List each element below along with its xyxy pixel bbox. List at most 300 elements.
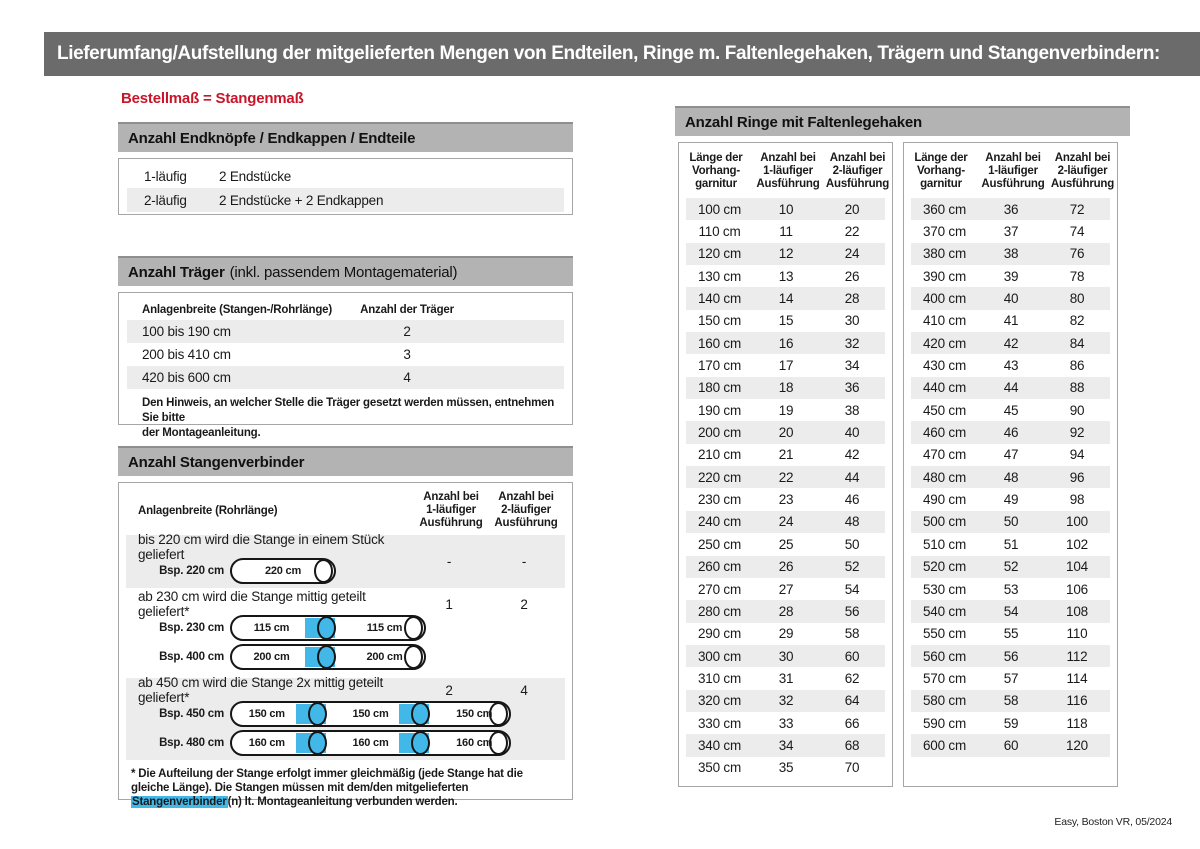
cell-laenge: 160 cm [697,335,742,351]
cell-endteile: 2 Endstücke + 2 Endkappen [219,192,384,208]
cell-anzahl-2laeufig: 60 [844,648,860,664]
cell-anzahl-2laeufig: 32 [844,335,860,351]
tube-end-arc-icon [317,616,336,640]
cell-anzahl-2laeufig: 56 [844,603,860,619]
cell-anzahl-2laeufig: 24 [844,246,860,262]
table-row [686,757,885,779]
page-title: Lieferumfang/Aufstellung der mitgelieferten Mengen von Endteilen, Ringe m. Faltenlegehaken, Trägern und Stangenverbindern: [57,43,1160,64]
example-label: Bsp. 400 cm [159,650,224,663]
cell-laenge: 110 cm [698,224,741,240]
cell-anzahl-2laeufig: 54 [844,581,860,597]
cell-anzahl-1laeufig: 14 [778,291,794,307]
table-row [911,377,1110,399]
cell-anzahl-1laeufig: 33 [778,715,794,731]
cell-anlagenbreite: 420 bis 600 cm [142,370,231,385]
table-row [686,332,885,354]
table-row [127,188,564,212]
column-header-laenge: Länge der Vorhang- garnitur [689,152,743,190]
cell-anzahl-2laeufig: 100 [1066,514,1088,530]
rod-diagram [230,644,426,670]
group-description: ab 450 cm wird die Stange 2x mittig geteilt geliefert* [138,675,384,705]
cell-anzahl-2laeufig: 92 [1069,425,1085,441]
table-row [686,623,885,645]
cell-laenge: 350 cm [697,760,742,776]
section-subtitle: (inkl. passendem Montagematerial) [229,263,458,281]
cell-anzahl-1laeufig: 12 [778,246,794,262]
cell-laenge: 310 cm [697,670,742,686]
cell-anzahl-1laeufig: 58 [1003,693,1019,709]
table-row [911,600,1110,622]
cell-laenge: 240 cm [697,514,742,530]
column-header-rohrlaenge: Anlagenbreite (Rohrlänge) [138,504,278,517]
cell-laenge: 420 cm [922,335,967,351]
cell-anzahl-2laeufig: 96 [1069,469,1085,485]
count-2laeufig: - [521,553,527,569]
column-header-laenge: Länge der Vorhang- garnitur [914,152,968,190]
cell-anzahl-2laeufig: 28 [844,291,860,307]
cell-anzahl-1laeufig: 10 [778,201,794,217]
cell-anzahl-1laeufig: 49 [1003,492,1019,508]
cell-anzahl-1laeufig: 46 [1003,425,1019,441]
cell-anzahl-2laeufig: 90 [1069,402,1085,418]
cell-anzahl-2laeufig: 38 [844,402,860,418]
tube-opening-icon [404,645,423,669]
cell-anzahl-2laeufig: 20 [844,201,860,217]
table-row [911,533,1110,555]
table-row [127,320,564,343]
cell-anzahl-1laeufig: 44 [1003,380,1019,396]
table-row [911,578,1110,600]
rod-connector [302,732,336,754]
rod-segment-length: 150 cm [352,707,389,720]
count-1laeufig: 2 [445,682,453,698]
cell-anzahl-2laeufig: 50 [844,536,860,552]
cell-anzahl-1laeufig: 31 [778,670,794,686]
cell-anzahl-1laeufig: 28 [778,603,794,619]
cell-anzahl-1laeufig: 26 [778,559,794,575]
cell-anzahl-2laeufig: 66 [844,715,860,731]
table-row [911,712,1110,734]
rod-connector [302,703,336,725]
traeger-table [118,292,573,439]
cell-laenge: 530 cm [922,581,967,597]
cell-laenge: 150 cm [697,313,742,329]
order-measure-note: Bestellmaß = Stangenmaß [121,90,304,107]
table-row [686,667,885,689]
cell-laenge: 370 cm [922,224,967,240]
cell-laenge: 380 cm [922,246,967,262]
cell-anlagenbreite: 200 bis 410 cm [142,347,231,362]
cell-anzahl-2laeufig: 30 [844,313,860,329]
stangenverbinder-header-row [119,483,572,535]
cell-anzahl-2laeufig: 46 [844,492,860,508]
cell-laenge: 170 cm [697,358,742,374]
cell-laenge: 120 cm [697,246,742,262]
rod-example [126,642,565,671]
section-title: Anzahl Träger [128,263,225,281]
table-row [911,220,1110,242]
cell-anzahl-2laeufig: 48 [844,514,860,530]
footnote-highlight: Stangenverbinder [132,796,227,808]
ring-table-left-rows [679,198,892,779]
cell-anzahl-1laeufig: 22 [778,469,794,485]
table-row [911,466,1110,488]
count-1laeufig: - [446,553,452,569]
cell-anzahl-1laeufig: 48 [1003,469,1019,485]
cell-anzahl-1laeufig: 11 [779,224,793,240]
cell-anzahl-traeger: 2 [403,324,411,339]
section-header-endteile [118,122,573,152]
cell-anzahl-1laeufig: 20 [778,425,794,441]
rod-connector [405,732,439,754]
cell-laenge: 340 cm [697,737,742,753]
cell-laenge: 180 cm [697,380,742,396]
rod-diagram [230,730,511,756]
endteile-rows [119,164,572,212]
table-row [686,533,885,555]
cell-anzahl-1laeufig: 55 [1003,626,1019,642]
column-header-1laeufig: Anzahl bei 1-läufiger Ausführung [756,152,820,190]
cell-anzahl-2laeufig: 34 [844,358,860,374]
table-row [686,466,885,488]
cell-laenge: 250 cm [697,536,742,552]
cell-endteile: 2 Endstücke [219,168,292,184]
page-title-banner [44,32,1200,76]
cell-laeufigkeit: 2-läufig [144,192,187,208]
cell-anzahl-2laeufig: 108 [1066,603,1088,619]
table-row [686,556,885,578]
cell-anzahl-1laeufig: 17 [778,358,794,374]
table-row [686,377,885,399]
rod-diagram [230,615,426,641]
table-row [686,399,885,421]
stangenverbinder-groups [119,532,572,760]
table-row [127,164,564,188]
cell-laenge: 230 cm [697,492,742,508]
cell-anzahl-2laeufig: 104 [1066,559,1088,575]
cell-anzahl-1laeufig: 59 [1003,715,1019,731]
cell-anzahl-1laeufig: 24 [778,514,794,530]
section-header-ringe [675,106,1130,136]
table-row [911,332,1110,354]
example-label: Bsp. 450 cm [159,707,224,720]
cell-anzahl-1laeufig: 19 [778,402,794,418]
cell-anlagenbreite: 100 bis 190 cm [142,324,231,339]
example-label: Bsp. 220 cm [159,564,224,577]
traeger-note: Den Hinweis, an welcher Stelle die Träger gesetzt werden müssen, entnehmen Sie bitte der Montageanleitung. [142,397,555,439]
column-header-2laeufig: Anzahl bei 2-läufiger Ausführung [825,152,890,190]
cell-anzahl-2laeufig: 110 [1066,626,1088,642]
cell-laenge: 570 cm [922,670,967,686]
table-row [911,265,1110,287]
cell-anzahl-1laeufig: 43 [1003,358,1019,374]
table-row [686,511,885,533]
table-row [686,287,885,309]
cell-anzahl-1laeufig: 37 [1003,224,1019,240]
table-row [911,444,1110,466]
cell-anzahl-1laeufig: 35 [778,760,794,776]
tube-opening-icon [489,702,508,726]
cell-laenge: 500 cm [922,514,967,530]
section-header-traeger [118,256,573,286]
table-row [686,734,885,756]
group-header-line [126,532,565,569]
group-description: bis 220 cm wird die Stange in einem Stück geliefert [138,532,385,562]
table-row [686,220,885,242]
column-header-anlagenbreite: Anlagenbreite (Stangen-/Rohrlänge) [142,304,332,316]
table-row [686,600,885,622]
table-row [686,421,885,443]
cell-laenge: 400 cm [922,291,967,307]
cell-anzahl-2laeufig: 42 [844,447,860,463]
cell-anzahl-1laeufig: 13 [778,268,794,284]
cell-laenge: 300 cm [697,648,742,664]
cell-anzahl-1laeufig: 21 [778,447,794,463]
cell-anzahl-1laeufig: 27 [778,581,794,597]
table-row [911,243,1110,265]
cell-laenge: 590 cm [922,715,967,731]
cell-anzahl-2laeufig: 64 [844,693,860,709]
cell-anzahl-1laeufig: 50 [1003,514,1019,530]
count-1laeufig: 1 [445,596,453,612]
table-row [911,667,1110,689]
tube-end-arc-icon [308,731,327,755]
table-row [127,343,564,366]
cell-laenge: 470 cm [922,447,967,463]
cell-laenge: 270 cm [697,581,742,597]
tube-opening-icon [314,559,333,583]
cell-laenge: 450 cm [922,402,967,418]
rod-connector [311,646,345,668]
rod-segment-length: 160 cm [456,736,493,749]
table-row [911,399,1110,421]
cell-anzahl-2laeufig: 106 [1066,581,1088,597]
cell-anzahl-1laeufig: 25 [778,536,794,552]
cell-anzahl-2laeufig: 26 [844,268,860,284]
cell-anzahl-1laeufig: 36 [1003,201,1019,217]
verbinder-group [126,675,565,760]
table-row [686,243,885,265]
cell-anzahl-2laeufig: 94 [1069,447,1085,463]
verbinder-group [126,589,565,674]
table-row [686,265,885,287]
column-header-1laeufig: Anzahl bei 1-läufiger Ausführung [419,491,483,529]
table-row [911,690,1110,712]
cell-anzahl-2laeufig: 68 [844,737,860,753]
column-header-1laeufig: Anzahl bei 1-läufiger Ausführung [981,152,1045,190]
footnote-text: * Die Aufteilung der Stange erfolgt immer gleichmäßig (jede Stange hat die gleiche Länge). Die Stangen müssen mit dem/den mitgelieferten [131,768,523,794]
rod-segment-length: 115 cm [366,621,403,634]
cell-anzahl-2laeufig: 102 [1066,536,1088,552]
cell-laeufigkeit: 1-läufig [144,168,187,184]
table-row [686,198,885,220]
example-label: Bsp. 480 cm [159,736,224,749]
cell-anzahl-1laeufig: 39 [1003,268,1019,284]
cell-anzahl-2laeufig: 80 [1069,291,1085,307]
verbinder-group [126,532,565,588]
cell-anzahl-2laeufig: 62 [844,670,860,686]
cell-anzahl-2laeufig: 118 [1066,715,1088,731]
table-row [911,310,1110,332]
count-2laeufig: 4 [520,682,528,698]
stangenverbinder-footnote [131,767,562,809]
cell-anzahl-2laeufig: 120 [1066,737,1088,753]
section-header-stangenverbinder [118,446,573,476]
count-2laeufig: 2 [520,596,528,612]
footnote-text: (n) lt. Montageanleitung verbunden werden. [227,796,458,808]
rod-example [126,728,565,757]
cell-laenge: 130 cm [697,268,742,284]
cell-anzahl-1laeufig: 56 [1003,648,1019,664]
cell-laenge: 560 cm [922,648,967,664]
cell-anzahl-1laeufig: 40 [1003,291,1019,307]
cell-anzahl-1laeufig: 16 [778,335,794,351]
cell-laenge: 210 cm [697,447,742,463]
cell-anzahl-1laeufig: 47 [1003,447,1019,463]
cell-laenge: 140 cm [697,291,742,307]
section-title: Anzahl Stangenverbinder [128,453,305,471]
cell-laenge: 540 cm [922,603,967,619]
group-header-line [126,589,565,619]
tube-end-arc-icon [317,645,336,669]
section-title: Anzahl Ringe mit Faltenlegehaken [685,113,922,131]
cell-laenge: 220 cm [697,469,742,485]
cell-anzahl-2laeufig: 58 [844,626,860,642]
cell-anzahl-1laeufig: 18 [778,380,794,396]
rod-segment-length: 115 cm [253,621,290,634]
cell-anzahl-2laeufig: 76 [1069,246,1085,262]
table-row [911,556,1110,578]
column-header-2laeufig: Anzahl bei 2-läufiger Ausführung [494,491,558,529]
cell-laenge: 100 cm [697,201,742,217]
rod-segment-length: 150 cm [456,707,493,720]
table-row [911,421,1110,443]
cell-laenge: 550 cm [922,626,967,642]
table-row [911,645,1110,667]
rod-diagram [230,701,511,727]
column-header-2laeufig: Anzahl bei 2-läufiger Ausführung [1050,152,1115,190]
table-row [911,287,1110,309]
table-row [686,690,885,712]
cell-anzahl-2laeufig: 72 [1069,201,1085,217]
rod-segment-length: 200 cm [253,650,290,663]
cell-laenge: 330 cm [697,715,742,731]
cell-laenge: 440 cm [922,380,967,396]
cell-anzahl-1laeufig: 41 [1003,313,1019,329]
table-row [686,712,885,734]
cell-laenge: 460 cm [922,425,967,441]
rod-segment-length: 200 cm [366,650,403,663]
tube-opening-icon [489,731,508,755]
cell-laenge: 260 cm [697,559,742,575]
cell-anzahl-2laeufig: 86 [1069,358,1085,374]
table-row [686,488,885,510]
traeger-header-row [127,302,564,318]
cell-laenge: 320 cm [697,693,742,709]
cell-laenge: 520 cm [922,559,967,575]
tube-end-arc-icon [411,702,430,726]
table-row [686,578,885,600]
cell-anzahl-2laeufig: 84 [1069,335,1085,351]
tube-end-arc-icon [411,731,430,755]
cell-anzahl-1laeufig: 42 [1003,335,1019,351]
table-row [686,444,885,466]
cell-laenge: 580 cm [922,693,967,709]
table-row [127,366,564,389]
cell-laenge: 290 cm [697,626,742,642]
cell-laenge: 480 cm [922,469,967,485]
cell-laenge: 410 cm [922,313,967,329]
tube-opening-icon [404,616,423,640]
endteile-table [118,158,573,215]
cell-laenge: 390 cm [922,268,967,284]
rod-connector [311,617,345,639]
cell-anzahl-1laeufig: 60 [1003,737,1019,753]
cell-anzahl-2laeufig: 114 [1066,670,1088,686]
cell-anzahl-1laeufig: 23 [778,492,794,508]
traeger-rows [119,320,572,389]
cell-anzahl-1laeufig: 29 [778,626,794,642]
example-label: Bsp. 230 cm [159,621,224,634]
column-header-anzahl-traeger: Anzahl der Träger [360,304,454,316]
cell-anzahl-2laeufig: 116 [1066,693,1088,709]
table-row [911,623,1110,645]
cell-anzahl-traeger: 3 [403,347,411,362]
cell-anzahl-2laeufig: 98 [1069,492,1085,508]
cell-anzahl-1laeufig: 52 [1003,559,1019,575]
ring-table-right-rows [904,198,1117,757]
cell-anzahl-2laeufig: 112 [1066,648,1088,664]
cell-laenge: 600 cm [922,737,967,753]
cell-anzahl-1laeufig: 38 [1003,246,1019,262]
table-row [686,310,885,332]
table-row [686,645,885,667]
cell-anzahl-2laeufig: 44 [844,469,860,485]
group-description: ab 230 cm wird die Stange mittig geteilt geliefert* [138,589,366,619]
rod-segment-length: 150 cm [248,707,285,720]
cell-anzahl-2laeufig: 52 [844,559,860,575]
cell-laenge: 430 cm [922,358,967,374]
cell-anzahl-2laeufig: 82 [1069,313,1085,329]
cell-anzahl-2laeufig: 40 [844,425,860,441]
rod-segment-length: 160 cm [352,736,389,749]
cell-laenge: 510 cm [922,536,967,552]
cell-anzahl-1laeufig: 45 [1003,402,1019,418]
ring-table-left-header [679,143,892,191]
cell-anzahl-2laeufig: 36 [844,380,860,396]
section-title: Anzahl Endknöpfe / Endkappen / Endteile [128,129,416,147]
cell-anzahl-1laeufig: 15 [778,313,794,329]
table-row [911,354,1110,376]
cell-anzahl-2laeufig: 22 [844,224,860,240]
cell-laenge: 490 cm [922,492,967,508]
cell-anzahl-1laeufig: 34 [778,737,794,753]
cell-anzahl-traeger: 4 [403,370,411,385]
rod-connector [405,703,439,725]
ring-table-right [903,142,1118,787]
cell-laenge: 200 cm [697,425,742,441]
cell-anzahl-1laeufig: 54 [1003,603,1019,619]
table-row [911,734,1110,756]
cell-laenge: 190 cm [697,402,742,418]
ring-table-right-header [904,143,1117,191]
cell-laenge: 280 cm [697,603,742,619]
table-row [911,511,1110,533]
rod-segment-length: 160 cm [248,736,285,749]
document-reference: Easy, Boston VR, 05/2024 [1054,816,1172,828]
table-row [686,354,885,376]
ring-table-left [678,142,893,787]
